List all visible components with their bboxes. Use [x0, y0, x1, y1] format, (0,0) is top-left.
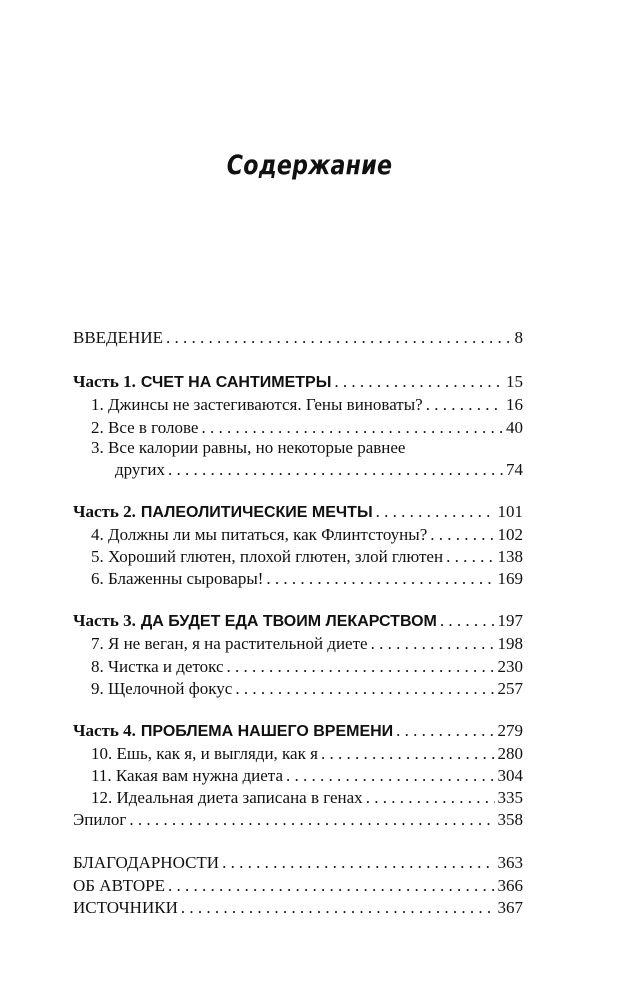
dot-leader	[321, 743, 495, 765]
entry-page: 304	[497, 766, 523, 785]
entry-page: 74	[506, 460, 523, 479]
entry-page: 280	[497, 744, 523, 763]
toc-chapter-7[interactable]	[91, 633, 523, 655]
entry-page: 169	[497, 569, 523, 588]
entry-title: ИСТОЧНИКИ	[73, 898, 178, 917]
entry-page: 16	[506, 395, 523, 414]
dot-leader	[446, 546, 494, 568]
entry-page: 8	[514, 328, 523, 347]
dot-leader	[334, 371, 503, 393]
entry-page: 198	[497, 634, 523, 653]
part-title: СЧЕТ НА САНТИМЕТРЫ	[140, 374, 332, 391]
entry-title: ОБ АВТОРЕ	[73, 876, 165, 895]
entry-title: 6. Блаженны сыровары!	[91, 569, 264, 588]
dot-leader	[222, 852, 494, 874]
dot-leader	[430, 524, 494, 546]
entry-page: 358	[497, 810, 523, 829]
entry-title: 8. Чистка и детокс	[91, 657, 224, 676]
dot-leader	[366, 787, 495, 809]
entry-title: 5. Хороший глютен, плохой глютен, злой глютен	[91, 547, 444, 566]
entry-title: 3. Все калории равны, но некоторые равнее	[91, 438, 406, 457]
toc-chapter-4[interactable]	[91, 524, 523, 546]
toc-entry-sources[interactable]	[73, 897, 523, 919]
part-title: ДА БУДЕТ ЕДА ТВОИМ ЛЕКАРСТВОМ	[140, 613, 437, 630]
dot-leader	[426, 394, 503, 416]
entry-title: 12. Идеальная диета записана в генах	[91, 788, 363, 807]
toc-chapter-3-continuation[interactable]	[115, 459, 523, 481]
entry-title: 11. Какая вам нужна диета	[91, 766, 283, 785]
toc-part-1[interactable]	[73, 371, 523, 394]
dot-leader	[266, 568, 494, 590]
toc-chapter-10[interactable]	[91, 743, 523, 765]
toc-entry-introduction[interactable]	[73, 327, 523, 349]
entry-title: ВВЕДЕНИЕ	[73, 328, 163, 347]
toc-chapter-12[interactable]	[91, 787, 523, 809]
dot-leader	[168, 459, 503, 481]
dot-leader	[440, 610, 495, 632]
entry-page: 335	[497, 788, 523, 807]
part-label: Часть 2.	[73, 502, 136, 521]
entry-title: 4. Должны ли мы питаться, как Флинтстоуны?	[91, 525, 428, 544]
toc-entry-epilogue[interactable]	[73, 809, 523, 831]
dot-leader	[235, 678, 494, 700]
entry-page: 15	[506, 372, 523, 391]
toc-entry-acknowledgements[interactable]	[73, 852, 523, 874]
toc-chapter-6[interactable]	[91, 568, 523, 590]
entry-title: 10. Ешь, как я, и выгляди, как я	[91, 744, 318, 763]
entry-page: 366	[497, 876, 523, 895]
entry-title: Эпилог	[73, 810, 127, 829]
entry-page: 138	[497, 547, 523, 566]
entry-title: БЛАГОДАРНОСТИ	[73, 853, 220, 872]
toc-part-3[interactable]	[73, 610, 523, 633]
dot-leader	[396, 720, 494, 742]
entry-title-continued: других	[115, 460, 165, 479]
dot-leader	[166, 327, 512, 349]
entry-page: 367	[497, 898, 523, 917]
entry-title: 9. Щелочной фокус	[91, 679, 233, 698]
toc-part-2[interactable]	[73, 501, 523, 524]
part-label: Часть 3.	[73, 611, 136, 630]
dot-leader	[168, 875, 495, 897]
toc-chapter-1[interactable]	[91, 394, 523, 416]
entry-page: 102	[497, 525, 523, 544]
part-label: Часть 4.	[73, 721, 136, 740]
toc-chapter-5[interactable]	[91, 546, 523, 568]
entry-page: 279	[497, 721, 523, 740]
entry-page: 257	[497, 679, 523, 698]
dot-leader	[181, 897, 495, 919]
toc-chapter-8[interactable]	[91, 656, 523, 678]
dot-leader	[286, 765, 495, 787]
toc-chapter-2[interactable]	[91, 417, 523, 439]
part-label: Часть 1.	[73, 372, 136, 391]
entry-page: 197	[497, 611, 523, 630]
entry-title: 2. Все в голове	[91, 418, 199, 437]
entry-page: 230	[497, 657, 523, 676]
dot-leader	[201, 417, 503, 439]
dot-leader	[376, 501, 495, 523]
toc-part-4[interactable]	[73, 720, 523, 743]
part-title: ПАЛЕОЛИТИЧЕСКИЕ МЕЧТЫ	[140, 504, 373, 521]
dot-leader	[227, 656, 495, 678]
page-title: Содержание	[226, 150, 393, 181]
entry-page: 40	[506, 418, 523, 437]
dot-leader	[371, 633, 495, 655]
toc-entry-about-author[interactable]	[73, 875, 523, 897]
part-title: ПРОБЛЕМА НАШЕГО ВРЕМЕНИ	[140, 723, 394, 740]
entry-page: 363	[497, 853, 523, 872]
dot-leader	[129, 809, 494, 831]
toc-chapter-9[interactable]	[91, 678, 523, 700]
toc-chapter-11[interactable]	[91, 765, 523, 787]
toc-chapter-3[interactable]	[91, 437, 523, 459]
entry-title: 7. Я не веган, я на растительной диете	[91, 634, 368, 653]
entry-page: 101	[497, 502, 523, 521]
entry-title: 1. Джинсы не застегиваются. Гены виноваты?	[91, 395, 423, 414]
